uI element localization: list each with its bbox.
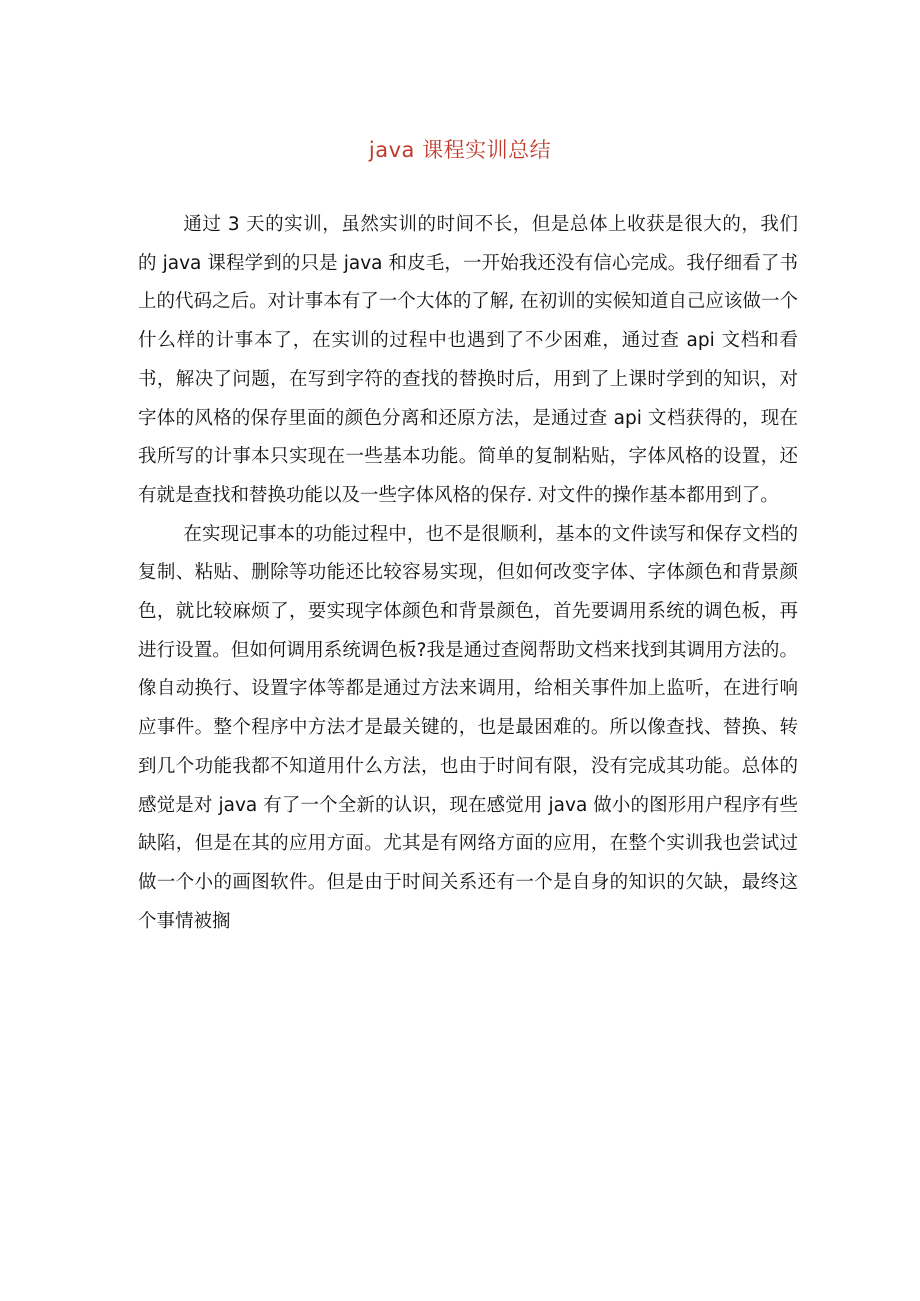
paragraph-2: 在实现记事本的功能过程中，也不是很顺利，基本的文件读写和保存文档的复制、粘贴、删除等功能还比较容易实现，但如何改变字体、字体颜色和背景颜色，就比较麻烦了，要实现字体颜色和背景颜色，首先要调用系统的调色板，再进行设置。但如何调用系统调色板?我是通过查阅帮助文档来找到其调用方法的。像自动换行、设置字体等都是通过方法来调用，给相关事件加上监听，在进行响应事件。整个程序中方法才是最关键的，也是最困难的。所以像查找、替换、转到几个功能我都不知道用什么方法，也由于时间有限，没有完成其功能。总体的感觉是对 java 有了一个全新的认识，现在感觉用 java 做小的图形用户程序有些缺陷，但是在其的应用方面。尤其是有网络方面的应用，在整个实训我也尝试过做一个小的画图软件。但是由于时间关系还有一个是自身的知识的欠缺，最终这个事情被搁 <box>138 523 798 932</box>
document-title: java 课程实训总结 <box>368 138 552 162</box>
document-body <box>138 206 798 941</box>
paragraph-1: 通过 3 天的实训，虽然实训的时间不长，但是总体上收获是很大的，我们的 java 课程学到的只是 java 和皮毛，一开始我还没有信心完成。我仔细看了书上的代码之后。对计事本有了一个大体的了解, 在初训的实候知道自己应该做一个什么样的计事本了，在实训的过程中也遇到了不少困难，通过查 api 文档和看书，解决了问题，在写到字符的查找的替换时后，用到了上课时学到的知识，对字体的风格的保存里面的颜色分离和还原方法，是通过查 api 文档获得的，现在我所写的计事本只实现在一些基本功能。简单的复制粘贴，字体风格的设置，还有就是查找和替换功能以及一些字体风格的保存. 对文件的操作基本都用到了。 <box>138 214 798 506</box>
